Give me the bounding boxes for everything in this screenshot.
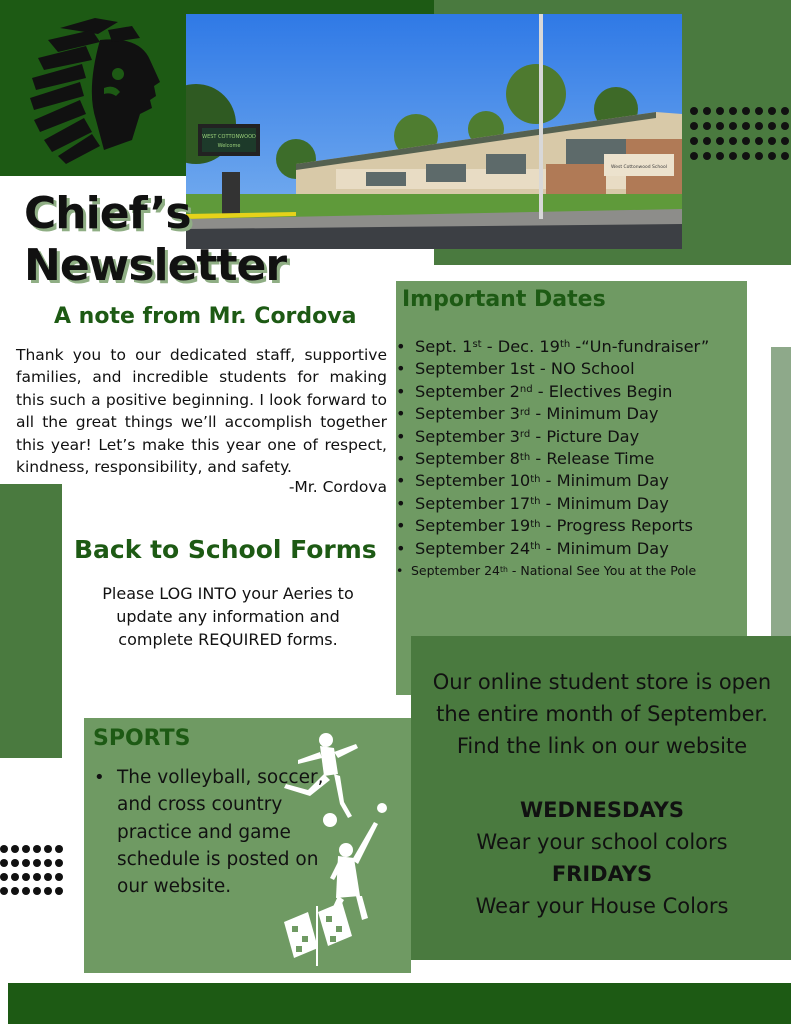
date-text: -“Un-fundraiser”: [570, 337, 710, 356]
left-accent-bar: [0, 484, 62, 758]
dot-grid-top-icon: [690, 107, 789, 160]
date-item: [396, 403, 747, 425]
dot: [755, 122, 763, 130]
dot: [44, 887, 52, 895]
date-suffix: st: [472, 339, 482, 351]
dot: [33, 873, 41, 881]
sign-text: WEST COTTONWOOD: [202, 134, 256, 140]
logo-panel: [0, 0, 186, 176]
top-strip: [186, 0, 434, 14]
sports-bullet-icon: •: [94, 767, 105, 788]
dot: [33, 887, 41, 895]
dot: [11, 859, 19, 867]
dot-grid-left-icon: [0, 845, 63, 895]
dot: [0, 887, 8, 895]
date-text: - Release Time: [530, 449, 655, 469]
forms-body: Please LOG INTO your Aeries to update any information and complete REQUIRED forms.: [102, 584, 354, 649]
dot: [742, 137, 750, 145]
note-heading: A note from Mr. Cordova: [54, 304, 357, 329]
dot: [690, 122, 698, 130]
dot: [716, 122, 724, 130]
dot: [22, 859, 30, 867]
dot: [690, 137, 698, 145]
store-text: [421, 666, 783, 922]
footer-bar: [8, 983, 791, 1024]
date-text: September 10: [415, 471, 531, 491]
forms-heading: Back to School Forms: [74, 535, 377, 564]
date-text: Sept. 1: [415, 337, 473, 356]
date-text: - National See You at the Pole: [507, 563, 697, 579]
dot: [781, 152, 789, 160]
title-line-2: Newsletter: [24, 240, 287, 291]
dot: [781, 137, 789, 145]
dot: [703, 107, 711, 115]
dot: [22, 873, 30, 881]
dot: [729, 107, 737, 115]
sports-body: The volleyball, soccer, and cross country practice and game schedule is posted on our website.: [117, 767, 324, 898]
dot: [44, 845, 52, 853]
wednesdays-label: WEDNESDAYS: [520, 798, 684, 822]
dot: [742, 107, 750, 115]
dot: [768, 107, 776, 115]
date-item: [396, 560, 747, 582]
sports-heading: SPORTS: [93, 726, 191, 751]
dot: [690, 152, 698, 160]
dot: [22, 845, 30, 853]
dot: [11, 845, 19, 853]
date-suffix: th: [530, 541, 541, 553]
dot: [755, 152, 763, 160]
date-item: [396, 493, 747, 515]
date-suffix: th: [499, 564, 508, 574]
dot: [44, 873, 52, 881]
date-item: [396, 470, 747, 492]
date-text: - Minimum Day: [540, 471, 669, 491]
date-item: [396, 336, 747, 358]
dot: [781, 122, 789, 130]
date-suffix: rd: [519, 429, 531, 441]
dot: [716, 152, 724, 160]
chief-head-logo-icon: [0, 0, 186, 176]
dot: [742, 152, 750, 160]
date-text: - Electives Begin: [532, 381, 673, 401]
dot: [44, 859, 52, 867]
dot: [33, 845, 41, 853]
dot: [703, 122, 711, 130]
dot: [716, 137, 724, 145]
date-text: - Minimum Day: [540, 538, 669, 558]
building-sign-text: West Cottonwood School: [611, 165, 667, 170]
sign-subtext: Welcome: [217, 143, 241, 149]
important-dates-heading: Important Dates: [402, 287, 606, 312]
date-text: September 1st - NO School: [415, 359, 635, 379]
date-item: [396, 381, 747, 403]
dot: [22, 887, 30, 895]
dot: [55, 859, 63, 867]
dot: [768, 122, 776, 130]
fridays-label: FRIDAYS: [551, 862, 653, 886]
dot: [690, 107, 698, 115]
dot: [55, 845, 63, 853]
date-text: September 8: [415, 449, 520, 469]
dot: [33, 859, 41, 867]
date-suffix: th: [530, 518, 541, 530]
dot: [755, 107, 763, 115]
dot: [768, 152, 776, 160]
dot: [781, 107, 789, 115]
wednesdays-text: Wear your school colors: [476, 830, 728, 854]
date-text: - Minimum Day: [530, 404, 659, 424]
note-body: Thank you to our dedicated staff, supportive families, and incredible students for making this such a positive beginning. I look forward to all the great things we’ll accomplish together this year! Let’s make this year one of respect, kindness, responsibility, and safety.: [16, 346, 387, 477]
dot: [0, 845, 8, 853]
dot: [703, 137, 711, 145]
date-suffix: rd: [519, 406, 531, 418]
date-text: September 19: [415, 516, 531, 536]
date-text: - Picture Day: [530, 426, 640, 446]
right-accent-bar: [771, 347, 791, 637]
date-text: September 3: [415, 404, 520, 424]
date-suffix: th: [559, 339, 571, 351]
date-text: September 24: [411, 563, 500, 579]
date-text: September 24: [415, 538, 531, 558]
date-suffix: nd: [519, 384, 533, 396]
date-item: [396, 448, 747, 470]
date-text: September 3: [415, 426, 520, 446]
date-suffix: th: [530, 473, 541, 485]
dot: [55, 887, 63, 895]
dot: [768, 137, 776, 145]
newsletter-title: [24, 188, 286, 292]
date-text: - Dec. 19: [481, 337, 560, 356]
date-text: - Minimum Day: [540, 493, 669, 513]
dot: [703, 152, 711, 160]
dot: [55, 873, 63, 881]
dot: [755, 137, 763, 145]
fridays-text: Wear your House Colors: [475, 894, 729, 918]
dot: [11, 887, 19, 895]
dot: [0, 873, 8, 881]
date-item: [396, 538, 747, 560]
dot: [742, 122, 750, 130]
dot: [729, 137, 737, 145]
dot: [729, 152, 737, 160]
date-text: - Progress Reports: [540, 516, 693, 536]
store-announcement: Our online student store is open the entire month of September. Find the link on our website: [432, 670, 772, 758]
date-text: September 2: [415, 381, 520, 401]
dot: [729, 122, 737, 130]
important-dates-list: [396, 336, 747, 582]
date-suffix: th: [519, 451, 531, 463]
date-text: September 17: [415, 493, 531, 513]
dot: [11, 873, 19, 881]
note-signature: -Mr. Cordova: [288, 478, 387, 496]
dot: [0, 859, 8, 867]
date-item: [396, 426, 747, 448]
date-item: [396, 515, 747, 537]
title-line-1: Chief’s: [24, 188, 191, 239]
dot: [716, 107, 724, 115]
date-item: [396, 358, 747, 380]
date-suffix: th: [530, 496, 541, 508]
